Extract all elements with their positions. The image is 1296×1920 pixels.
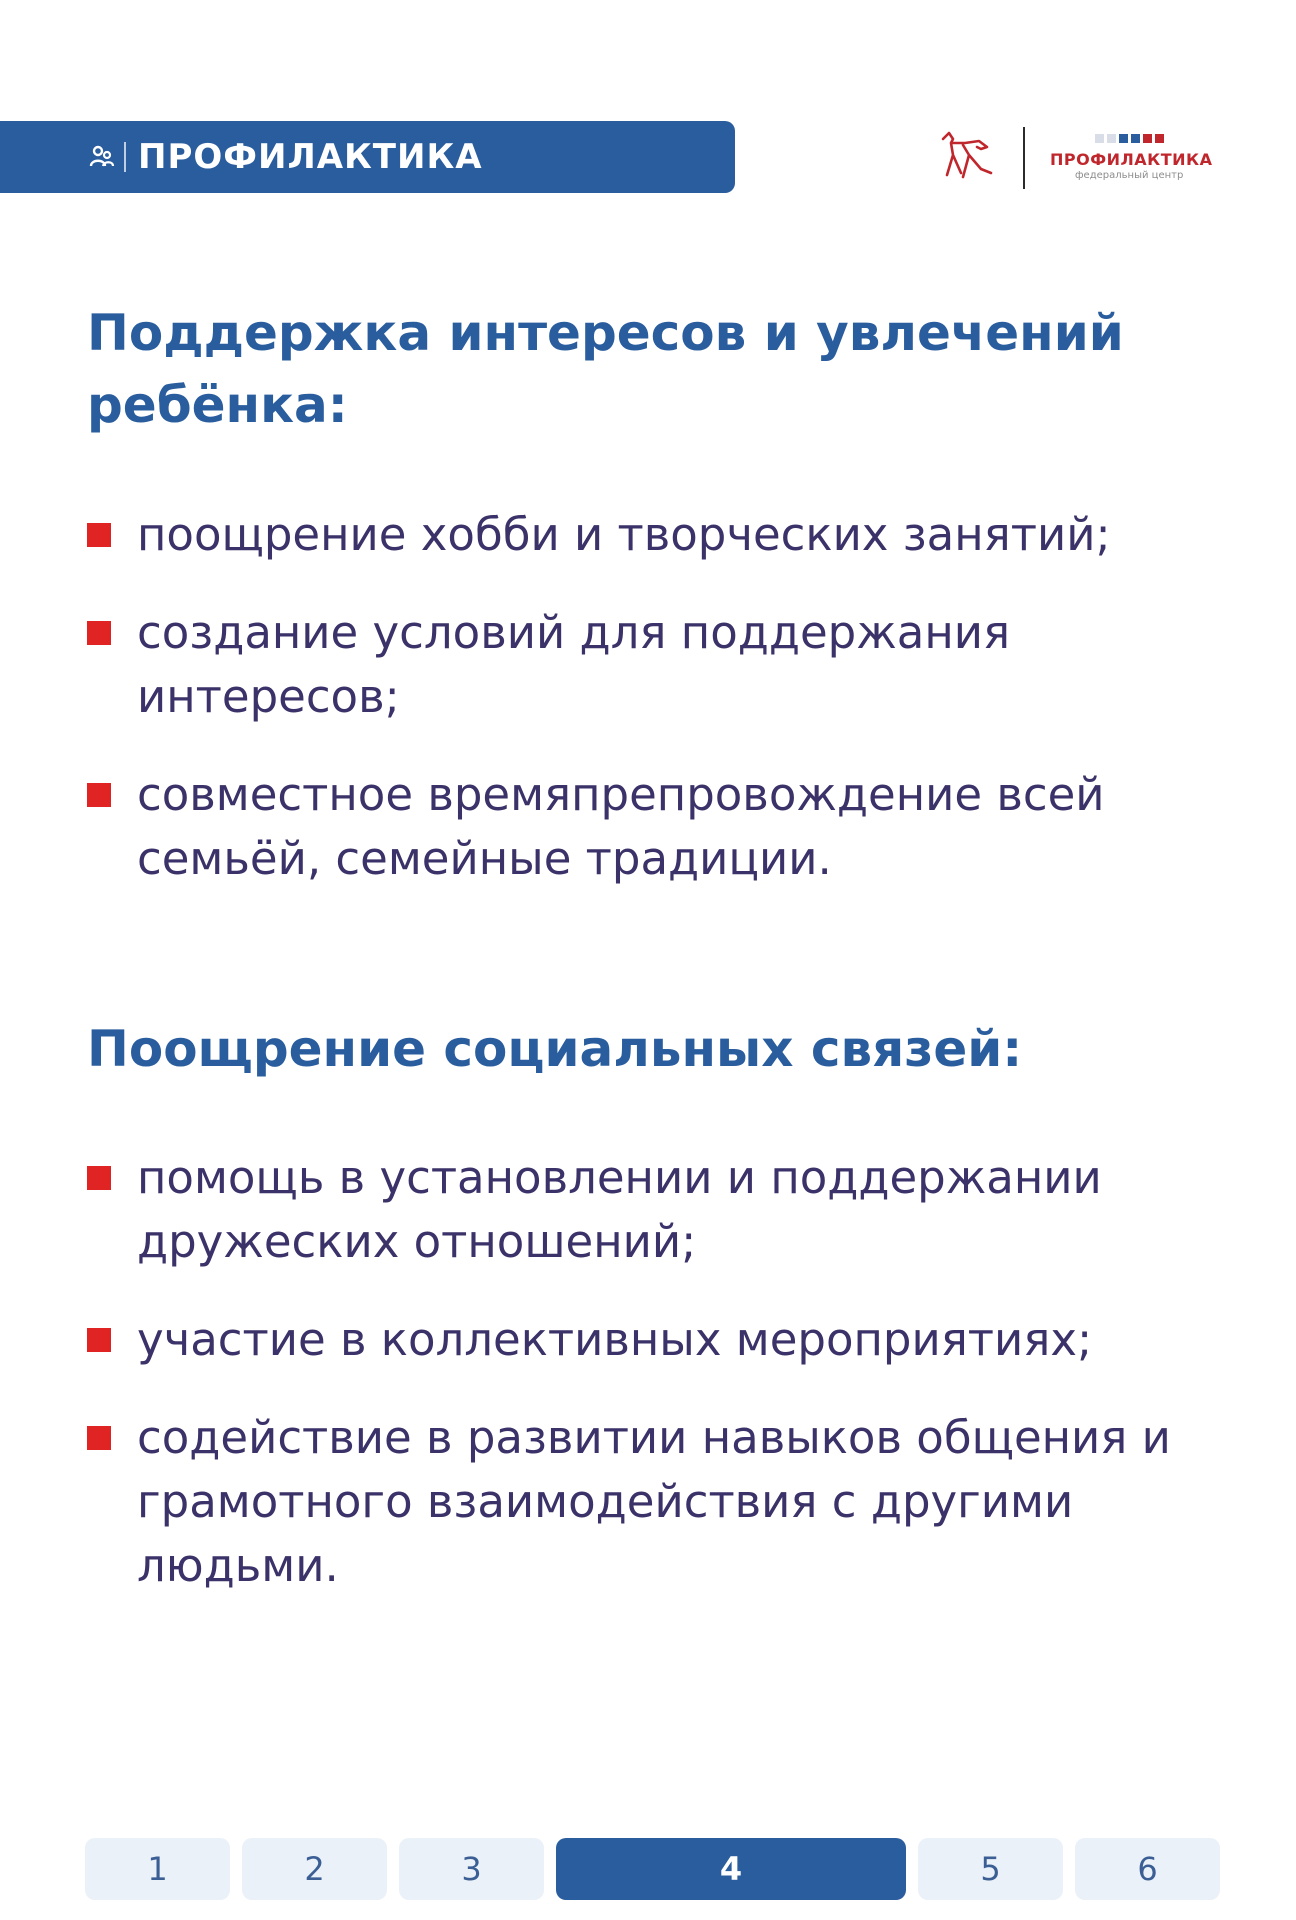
page-button-6[interactable]: 6	[1075, 1838, 1220, 1900]
logo	[935, 125, 1225, 189]
logo-figure-icon	[935, 129, 995, 185]
page-button-1[interactable]: 1	[85, 1838, 230, 1900]
list-item-text: участие в коллективных мероприятиях;	[137, 1313, 1093, 1366]
bullet-square-icon	[87, 1426, 111, 1450]
people-icon	[87, 142, 117, 172]
section-title-interests: Поддержка интересов и увлечений ребёнка:	[87, 304, 1124, 434]
page-button-5[interactable]: 5	[918, 1838, 1063, 1900]
list-item	[87, 1146, 1247, 1274]
list-item-text: содействие в развитии навыков общения и грамотного взаимодействия с другими людьми.	[137, 1411, 1171, 1592]
interests-list	[87, 503, 1247, 925]
list-item-text: помощь в установлении и поддержании дружеских отношений;	[137, 1151, 1102, 1268]
section-title-social: Поощрение социальных связей:	[87, 1020, 1023, 1078]
list-item	[87, 503, 1247, 567]
list-item	[87, 1406, 1247, 1598]
bullet-square-icon	[87, 783, 111, 807]
header-bar	[0, 121, 735, 193]
list-item	[87, 1308, 1247, 1372]
bullet-square-icon	[87, 1328, 111, 1352]
bullet-square-icon	[87, 621, 111, 645]
social-list	[87, 1146, 1247, 1632]
logo-subtitle: федеральный центр	[1075, 170, 1184, 181]
list-item-text: создание условий для поддержания интересов;	[137, 606, 1011, 723]
logo-flag	[1095, 134, 1164, 143]
pagination	[85, 1838, 1220, 1900]
logo-divider	[1023, 127, 1025, 189]
list-item	[87, 763, 1247, 891]
list-item	[87, 601, 1247, 729]
header-title: ПРОФИЛАКТИКА	[138, 137, 483, 177]
page-button-2[interactable]: 2	[242, 1838, 387, 1900]
page-button-3[interactable]: 3	[399, 1838, 544, 1900]
bullet-square-icon	[87, 523, 111, 547]
page-button-4-current[interactable]: 4	[556, 1838, 906, 1900]
list-item-text: совместное времяпрепровождение всей семьёй, семейные традиции.	[137, 768, 1105, 885]
header-divider	[124, 142, 126, 172]
logo-name: ПРОФИЛАКТИКА	[1050, 150, 1213, 169]
bullet-square-icon	[87, 1166, 111, 1190]
list-item-text: поощрение хобби и творческих занятий;	[137, 508, 1111, 561]
